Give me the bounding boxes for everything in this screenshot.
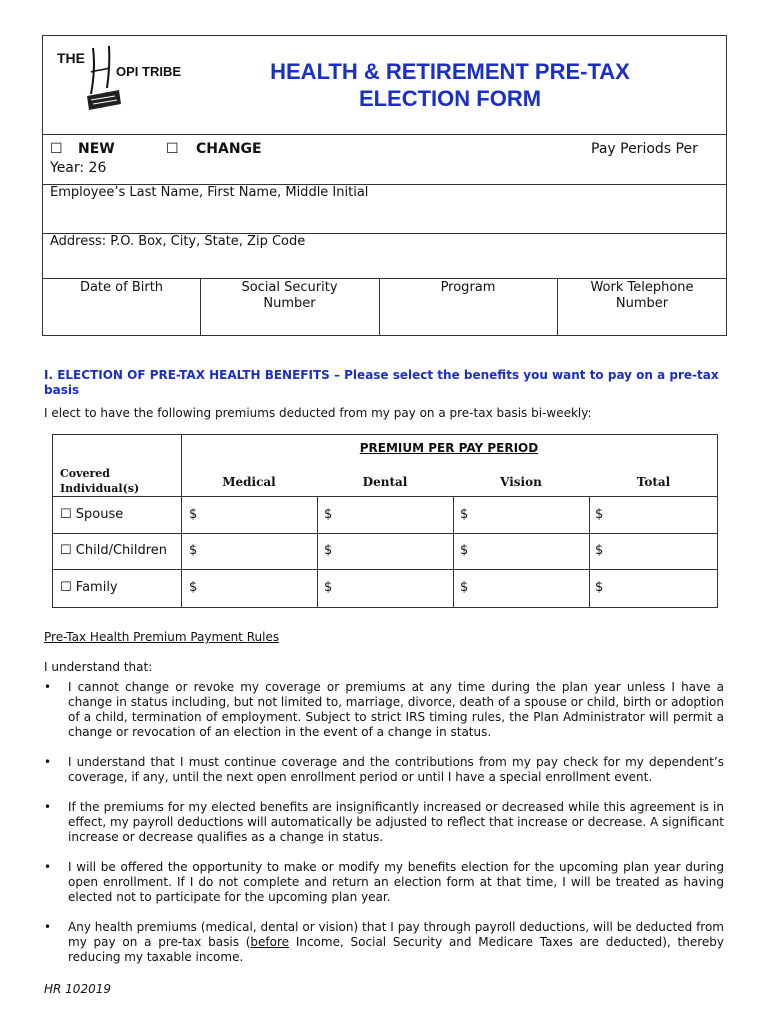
family-dental-input[interactable]: $ xyxy=(324,580,333,595)
child-medical-input[interactable]: $ xyxy=(189,543,198,558)
bullet-icon: • xyxy=(44,800,52,814)
logo-h-glyph-icon xyxy=(85,44,125,114)
child-vision-input[interactable]: $ xyxy=(460,543,469,558)
rule-item: • I cannot change or revoke my coverage or premiums at any time during the plan year unless I have a change in status including, but not limited to, marriage, divorce, death of a spouse or child, birth or adoption of a child, termination of employment. Subject to strict IRS timing rules, the Plan Administrator will permit a change or revocation of an election in the event of a change in status. xyxy=(44,680,724,739)
footer-code: HR 102019 xyxy=(44,982,111,996)
change-checkbox[interactable]: ☐ xyxy=(166,141,179,157)
address-field[interactable]: Address: P.O. Box, City, State, Zip Code xyxy=(50,234,306,249)
section1-title: I. ELECTION OF PRE-TAX HEALTH BENEFITS – Please select the benefits you want to pay on a pre-tax basis xyxy=(44,368,719,397)
spouse-dental-input[interactable]: $ xyxy=(324,507,333,522)
form-title-line2: ELECTION FORM xyxy=(358,86,542,111)
child-total-input[interactable]: $ xyxy=(595,543,604,558)
bullet-icon: • xyxy=(44,920,52,934)
date-of-birth-field[interactable]: Date of Birth xyxy=(79,280,164,295)
premium-table-header: PREMIUM PER PAY PERIOD xyxy=(359,441,539,455)
spouse-vision-input[interactable]: $ xyxy=(460,507,469,522)
section1-intro: I elect to have the following premiums deducted from my pay on a pre-tax basis bi-weekly: xyxy=(44,406,592,420)
rules-intro: I understand that: xyxy=(44,660,153,674)
family-medical-input[interactable]: $ xyxy=(189,580,198,595)
bullet-icon: • xyxy=(44,860,52,874)
pay-periods-label: Pay Periods Per xyxy=(591,141,698,157)
ssn-field[interactable]: Social Security Number xyxy=(241,280,338,311)
family-vision-input[interactable]: $ xyxy=(460,580,469,595)
hopi-tribe-logo xyxy=(55,42,185,117)
rule-item: • If the premiums for my elected benefits are insignificantly increased or decreased while this agreement is in effect, my payroll deductions will automatically be adjusted to reflect that increase or decrease. A significant increase or decrease qualifies as a change in status. xyxy=(44,800,724,844)
child-dental-input[interactable]: $ xyxy=(324,543,333,558)
rules-list xyxy=(44,680,724,965)
covered-individuals-header: Covered Individual(s) xyxy=(60,467,140,495)
employee-name-field[interactable]: Employee’s Last Name, First Name, Middle Initial xyxy=(50,185,369,200)
logo-tribe: OPI TRIBE xyxy=(116,64,182,79)
column-dental: Dental xyxy=(362,475,408,489)
new-label: NEW xyxy=(78,141,115,157)
column-total: Total xyxy=(636,475,671,489)
row-spouse-checkbox[interactable]: ☐ Spouse xyxy=(60,507,124,522)
bullet-icon: • xyxy=(44,755,52,769)
spouse-medical-input[interactable]: $ xyxy=(189,507,198,522)
work-telephone-field[interactable]: Work Telephone Number xyxy=(590,280,694,311)
premium-table xyxy=(52,434,718,608)
rule-item: • I will be offered the opportunity to make or modify my benefits election for the upcoming plan year during open enrollment. If I do not complete and return an election form at that time, I will be treated as having elected not to participate for the upcoming plan year. xyxy=(44,860,724,904)
form-title xyxy=(170,58,730,112)
rule-item: • Any health premiums (medical, dental or vision) that I pay through payroll deductions, will be deducted from my pay on a pre-tax basis (before Income, Social Security and Medicare Taxes are deducted), thereby reducing my taxable income. xyxy=(44,920,724,964)
rules-heading: Pre-Tax Health Premium Payment Rules xyxy=(44,630,280,644)
spouse-total-input[interactable]: $ xyxy=(595,507,604,522)
column-vision: Vision xyxy=(500,475,542,489)
family-total-input[interactable]: $ xyxy=(595,580,604,595)
year-label: Year: 26 xyxy=(50,160,107,176)
row-family-checkbox[interactable]: ☐ Family xyxy=(60,580,118,595)
program-field[interactable]: Program xyxy=(440,280,496,295)
change-label: CHANGE xyxy=(196,141,262,157)
row-child-checkbox[interactable]: ☐ Child/Children xyxy=(60,543,168,558)
column-medical: Medical xyxy=(222,475,276,489)
bullet-icon: • xyxy=(44,680,52,694)
logo-the: THE xyxy=(57,50,85,66)
rule-item: • I understand that I must continue coverage and the contributions from my pay check for my dependent’s coverage, if any, until the next open enrollment period or until I have a special enrollment event. xyxy=(44,755,724,784)
form-title-line1: HEALTH & RETIREMENT PRE-TAX xyxy=(270,59,630,84)
new-checkbox[interactable]: ☐ xyxy=(50,141,63,157)
